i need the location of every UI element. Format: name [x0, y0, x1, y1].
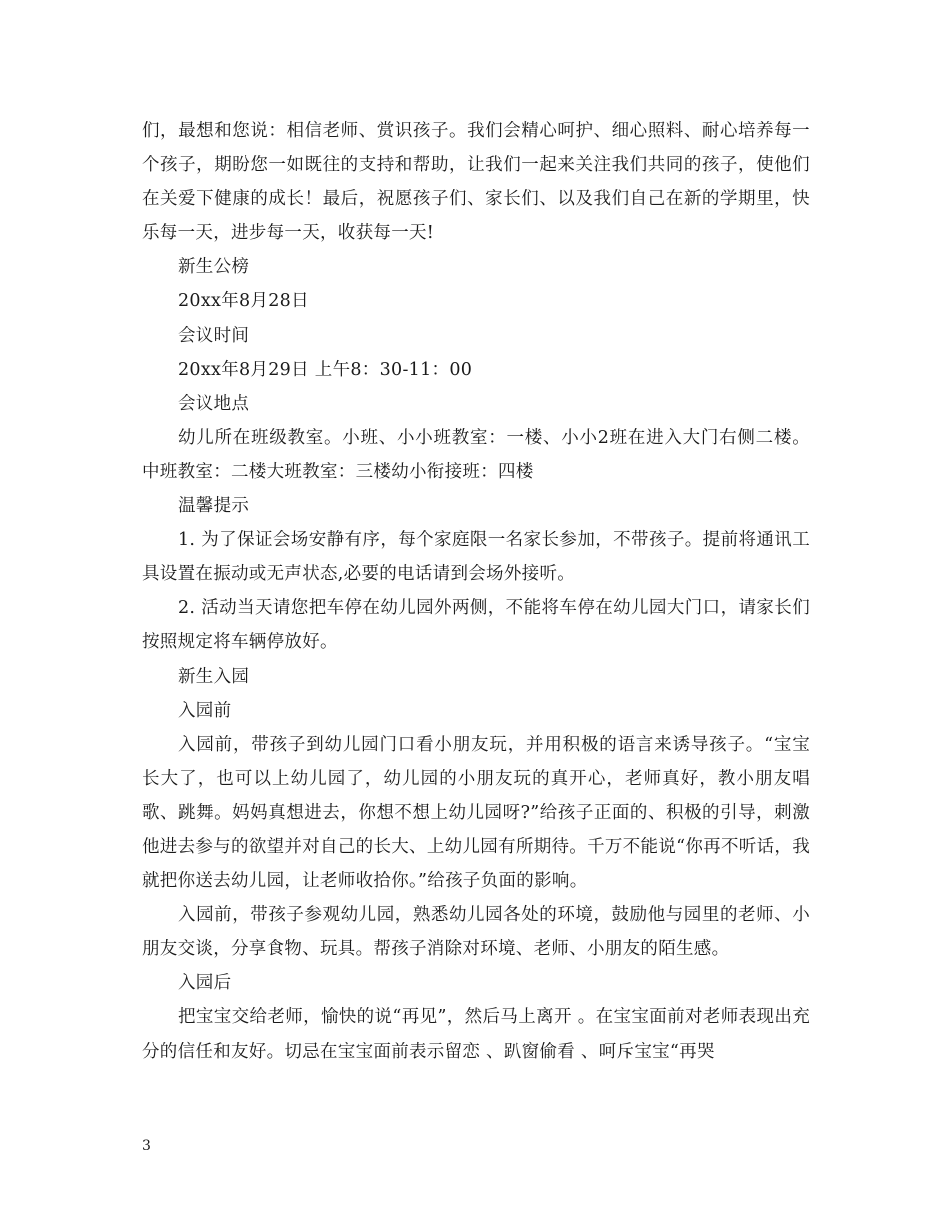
- tip-item-2: 2. 活动当天请您把车停在幼儿园外两侧，不能将车停在幼儿园大门口，请家长们按照规定将车辆停放好。: [142, 598, 810, 653]
- page-number: 3: [142, 1138, 151, 1154]
- paragraph-intro-continued: 们，最想和您说：相信老师、赏识孩子。我们会精心呵护、细心照料、耐心培养每一个孩子，期盼您一如既往的支持和帮助，让我们一起来关注我们共同的孩子，使他们在关爱下健康的成长！最后，祝愿孩子们、家长们、以及我们自己在新的学期里，快乐每一天，进步每一天，收获每一天!: [142, 121, 810, 244]
- paragraph-after-entry: 把宝宝交给老师，愉快的说“再见”，然后马上离开 。在宝宝面前对老师表现出充分的信任和友好。切忌在宝宝面前表示留恋 、趴窗偷看 、呵斥宝宝“再哭: [142, 1007, 810, 1062]
- date-line: 20xx年8月28日: [178, 291, 309, 312]
- subheading-after-entry: 入园后: [178, 973, 232, 994]
- meeting-location-value: 幼儿所在班级教室。小班、小小班教室：一楼、小小2班在进入大门右侧二楼。中班教室：二楼大班教室：三楼幼小衔接班：四楼: [142, 427, 810, 482]
- paragraph-before-entry-1: 入园前，带孩子到幼儿园门口看小朋友玩，并用积极的语言来诱导孩子。“宝宝长大了，也可以上幼儿园了，幼儿园的小朋友玩的真开心，老师真好，教小朋友唱歌、跳舞。妈妈真想进去，你想不想上幼儿园呀?”给孩子正面的、积极的引导，刺激他进去参与的欲望并对自己的长大、上幼儿园有所期待。千万不能说“你再不听话，我就把你送去幼儿园，让老师收拾你。”给孩子负面的影响。: [142, 734, 810, 892]
- meeting-time-value: 20xx年8月29日 上午8：30-11：00: [178, 359, 473, 380]
- paragraph-before-entry-2: 入园前，带孩子参观幼儿园，熟悉幼儿园各处的环境，鼓励他与园里的老师、小朋友交谈，分享食物、玩具。帮孩子消除对环境、老师、小朋友的陌生感。: [142, 905, 810, 960]
- heading-tips: 温馨提示: [178, 496, 250, 517]
- tip-item-1: 1. 为了保证会场安静有序，每个家庭限一名家长参加，不带孩子。提前将通讯工具设置在振动或无声状态,必要的电话请到会场外接听。: [142, 530, 810, 585]
- heading-meeting-location: 会议地点: [178, 393, 250, 414]
- document-body: [142, 114, 810, 1069]
- heading-new-student-list: 新生公榜: [178, 257, 250, 278]
- heading-meeting-time: 会议时间: [178, 325, 250, 346]
- heading-new-student-entry: 新生入园: [178, 666, 250, 687]
- subheading-before-entry: 入园前: [178, 700, 232, 721]
